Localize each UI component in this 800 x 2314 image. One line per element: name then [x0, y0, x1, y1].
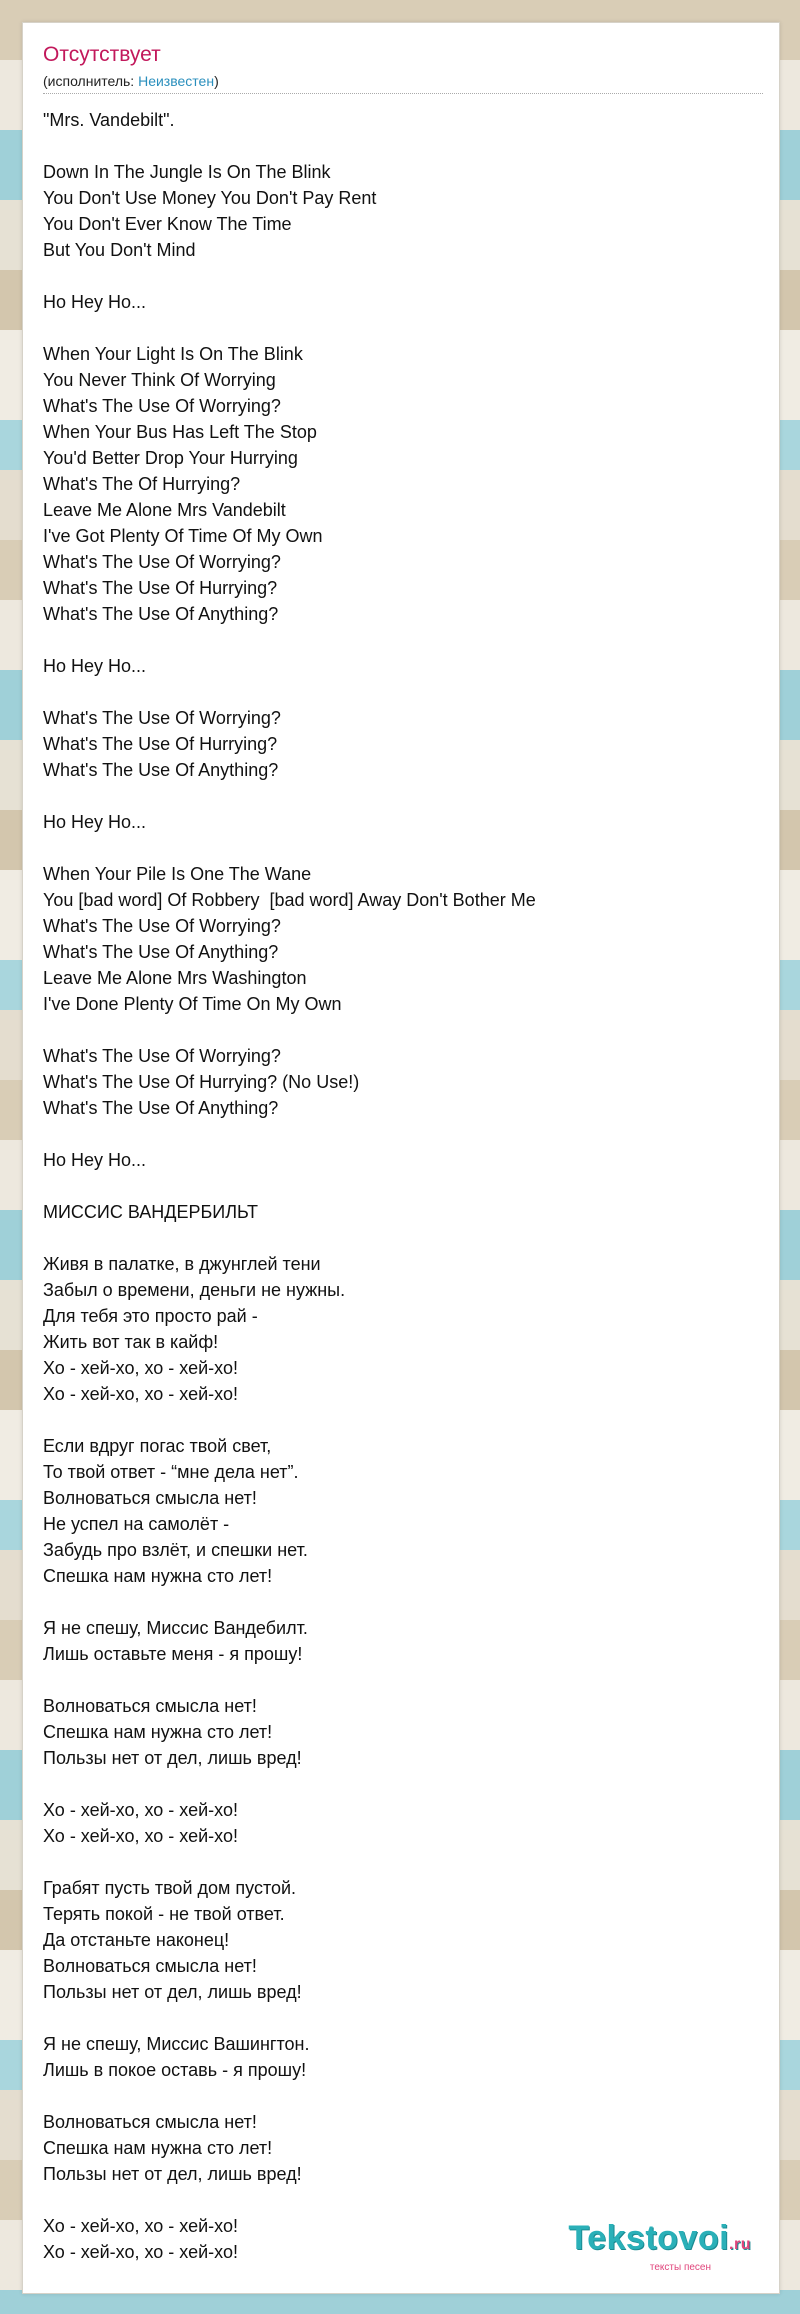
lyric-line: You'd Better Drop Your Hurrying — [43, 448, 298, 468]
logo-name: Tekstovoi — [568, 2219, 730, 2257]
lyric-line: Волноваться смысла нет! — [43, 1488, 257, 1508]
lyric-line — [43, 1771, 763, 1797]
lyric-line: You Don't Use Money You Don't Pay Rent — [43, 188, 377, 208]
lyric-line: You Don't Ever Know The Time — [43, 214, 292, 234]
song-title: Отсутствует — [43, 43, 161, 66]
lyrics-text — [43, 107, 763, 2265]
lyric-line: Грабят пусть твой дом пустой. — [43, 1878, 297, 1898]
lyric-line: When Your Pile Is One The Wane — [43, 864, 312, 884]
lyric-line: Лишь в покое оставь - я прошу! — [43, 2060, 307, 2080]
lyric-line: What's The Of Hurrying? — [43, 474, 241, 494]
lyric-line — [43, 133, 763, 159]
logo-tagline: тексты песен — [649, 2262, 711, 2273]
lyric-line: What's The Use Of Worrying? — [43, 708, 281, 728]
performer-prefix: (исполнитель: — [43, 73, 139, 89]
lyric-line: Жить вот так в кайф! — [43, 1332, 219, 1352]
performer-line — [43, 73, 219, 89]
lyric-line: Ho Hey Ho... — [43, 812, 147, 832]
lyric-line: Хо - хей-хо, хо - хей-хо! — [43, 2242, 238, 2262]
lyric-line: Волноваться смысла нет! — [43, 1696, 257, 1716]
lyric-line: What's The Use Of Hurrying? — [43, 734, 278, 754]
lyric-line: Ho Hey Ho... — [43, 292, 147, 312]
lyric-line: What's The Use Of Anything? — [43, 1098, 279, 1118]
lyric-line — [43, 1121, 763, 1147]
lyric-line — [43, 2083, 763, 2109]
lyric-line: When Your Light Is On The Blink — [43, 344, 303, 364]
lyric-line — [43, 1407, 763, 1433]
lyric-line: "Mrs. Vandebilt". — [43, 110, 175, 130]
lyric-line: When Your Bus Has Left The Stop — [43, 422, 317, 442]
lyric-line: Хо - хей-хо, хо - хей-хо! — [43, 2216, 238, 2236]
lyric-line: Если вдруг погас твой свет, — [43, 1436, 272, 1456]
lyric-line: I've Got Plenty Of Time Of My Own — [43, 526, 323, 546]
lyric-line — [43, 679, 763, 705]
lyric-line: Хо - хей-хо, хо - хей-хо! — [43, 1358, 238, 1378]
lyric-line: Пользы нет от дел, лишь вред! — [43, 1748, 302, 1768]
lyric-line: You [bad word] Of Robbery [bad word] Away Don't Bother Me — [43, 890, 536, 910]
lyric-line: What's The Use Of Hurrying? — [43, 578, 278, 598]
lyric-line — [43, 1667, 763, 1693]
lyric-line: Волноваться смысла нет! — [43, 2112, 257, 2132]
lyric-line: Спешка нам нужна сто лет! — [43, 1566, 273, 1586]
lyric-line: What's The Use Of Anything? — [43, 942, 279, 962]
lyric-line — [43, 1589, 763, 1615]
lyric-line: Хо - хей-хо, хо - хей-хо! — [43, 1800, 238, 1820]
lyric-line: Забыл о времени, деньги не нужны. — [43, 1280, 346, 1300]
lyric-line: Спешка нам нужна сто лет! — [43, 1722, 273, 1742]
lyric-line: Для тебя это просто рай - — [43, 1306, 258, 1326]
lyric-line: Я не спешу, Миссис Вандебилт. — [43, 1618, 308, 1638]
header-divider — [43, 93, 763, 94]
lyric-line — [43, 1173, 763, 1199]
lyric-line: То твой ответ - “мне дела нет”. — [43, 1462, 299, 1482]
lyric-line: Я не спешу, Миссис Вашингтон. — [43, 2034, 310, 2054]
lyric-line — [43, 835, 763, 861]
lyric-line: Не успел на самолёт - — [43, 1514, 230, 1534]
lyric-line: Пользы нет от дел, лишь вред! — [43, 2164, 302, 2184]
lyric-line — [43, 1017, 763, 1043]
lyric-line: What's The Use Of Anything? — [43, 604, 279, 624]
lyric-line: Терять покой - не твой ответ. — [43, 1904, 285, 1924]
lyric-line: МИССИС ВАНДЕРБИЛЬТ — [43, 1202, 259, 1222]
lyric-line: What's The Use Of Worrying? — [43, 396, 281, 416]
lyric-line — [43, 315, 763, 341]
lyric-line: Хо - хей-хо, хо - хей-хо! — [43, 1384, 238, 1404]
lyric-line: Лишь оставьте меня - я прошу! — [43, 1644, 303, 1664]
site-logo[interactable] — [568, 2221, 751, 2273]
lyric-line: What's The Use Of Worrying? — [43, 1046, 281, 1066]
lyric-line: Ho Hey Ho... — [43, 656, 147, 676]
lyric-line: Да отстаньте наконец! — [43, 1930, 230, 1950]
lyric-line — [43, 1225, 763, 1251]
artist-link[interactable]: Неизвестен — [138, 73, 215, 89]
lyric-line — [43, 783, 763, 809]
lyrics-card — [22, 22, 780, 2294]
lyric-line — [43, 2005, 763, 2031]
lyric-line: Leave Me Alone Mrs Washington — [43, 968, 307, 988]
lyric-line: Забудь про взлёт, и спешки нет. — [43, 1540, 308, 1560]
lyric-line: Leave Me Alone Mrs Vandebilt — [43, 500, 286, 520]
performer-suffix: ) — [214, 73, 219, 89]
lyric-line: Хо - хей-хо, хо - хей-хо! — [43, 1826, 238, 1846]
lyric-line — [43, 263, 763, 289]
lyric-line: You Never Think Of Worrying — [43, 370, 276, 390]
lyric-line: What's The Use Of Worrying? — [43, 552, 281, 572]
lyric-line: Волноваться смысла нет! — [43, 1956, 257, 1976]
lyric-line: What's The Use Of Anything? — [43, 760, 279, 780]
lyric-line — [43, 1849, 763, 1875]
lyric-line: What's The Use Of Worrying? — [43, 916, 281, 936]
lyric-line: Пользы нет от дел, лишь вред! — [43, 1982, 302, 2002]
lyric-line: Спешка нам нужна сто лет! — [43, 2138, 273, 2158]
lyric-line: Ho Hey Ho... — [43, 1150, 147, 1170]
lyric-line: I've Done Plenty Of Time On My Own — [43, 994, 342, 1014]
lyric-line: Down In The Jungle Is On The Blink — [43, 162, 331, 182]
lyric-line — [43, 2187, 763, 2213]
lyric-line — [43, 627, 763, 653]
logo-tld: .ru — [729, 2236, 751, 2253]
lyric-line: But You Don't Mind — [43, 240, 196, 260]
lyric-line: What's The Use Of Hurrying? (No Use!) — [43, 1072, 360, 1092]
lyric-line: Живя в палатке, в джунглей тени — [43, 1254, 321, 1274]
